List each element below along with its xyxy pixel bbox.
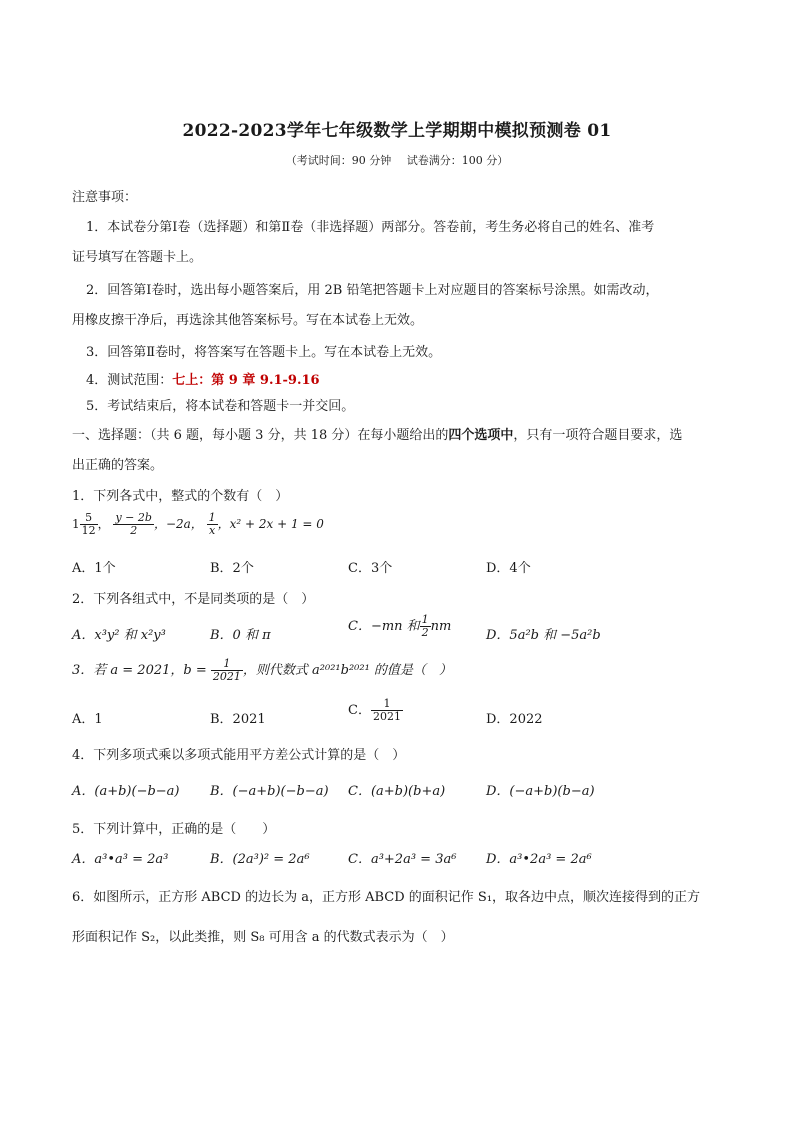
q3-c-den: 2021 bbox=[372, 710, 401, 724]
q2-c-num: 1 bbox=[421, 613, 429, 626]
notes-heading: 注意事项： bbox=[72, 190, 138, 205]
q1-f2-den: 2 bbox=[130, 524, 138, 538]
q3-den: 2021 bbox=[212, 670, 241, 684]
q4-option-c[interactable]: C．(a+b)(b+a) bbox=[348, 784, 446, 799]
note-1-line-2: 证号填写在答题卡上。 bbox=[72, 250, 203, 265]
q1-fraction-3 bbox=[207, 512, 218, 537]
q2-option-c[interactable] bbox=[348, 614, 451, 639]
q1-expr-4: ，x² + 2x + 1 = 0 bbox=[217, 517, 324, 532]
q3-stem-b: ，则代数式 a²⁰²¹b²⁰²¹ 的值是（ ） bbox=[242, 663, 452, 679]
question-1-expressions: 1 $\frac{5}{12}$ ， $\frac{y - 2b}{2}$ ，−2a， $\frac{1}{x}$ ，x² + 2x + 1 = 0 bbox=[72, 511, 324, 538]
note-5: 5．考试结束后，将本试卷和答题卡一并交回。 bbox=[86, 399, 355, 414]
section-1-line-2: 出正确的答案。 bbox=[72, 458, 164, 473]
q5-option-a[interactable]: A．a³•a³ = 2a³ bbox=[72, 852, 169, 867]
q4-option-b[interactable]: B．(−a+b)(−b−a) bbox=[210, 784, 329, 799]
q2-c-fraction bbox=[420, 614, 431, 639]
note-1-line-1: 1．本试卷分第Ⅰ卷（选择题）和第Ⅱ卷（非选择题）两部分。答卷前，考生务必将自己的姓名、准考 bbox=[86, 220, 655, 235]
q1-fraction-1 bbox=[80, 512, 98, 537]
q5-option-b[interactable]: B．(2a³)² = 2a⁶ bbox=[210, 852, 310, 867]
q5-option-d[interactable]: D．a³•2a³ = 2a⁶ bbox=[486, 852, 592, 867]
q1-f1-den: 12 bbox=[81, 524, 96, 538]
q2-c-tail: nm bbox=[430, 619, 452, 635]
q4-option-d[interactable]: D．(−a+b)(b−a) bbox=[486, 784, 595, 799]
q2-option-a[interactable]: A．x³y² 和 x²y³ bbox=[72, 628, 166, 643]
section-1-emphasis: 四个选项中 bbox=[448, 428, 514, 443]
q3-option-d[interactable]: D．2022 bbox=[486, 712, 543, 727]
q5-option-c[interactable]: C．a³+2a³ = 3a⁶ bbox=[348, 852, 457, 867]
question-6-line-2: 形面积记作 S₂，以此类推，则 S₈ 可用含 a 的代数式表示为（ ） bbox=[72, 930, 454, 945]
exam-score: 试卷满分：100 分） bbox=[406, 154, 509, 167]
section-1-heading bbox=[72, 424, 682, 443]
q1-f1-num: 5 bbox=[80, 512, 98, 525]
section-1-text-c: ，只有一项符合题目要求，选 bbox=[513, 428, 683, 443]
q3-num: 1 bbox=[211, 658, 243, 671]
note-4-prefix: 4．测试范围： bbox=[86, 373, 173, 388]
question-6-line-1: 6．如图所示，正方形 ABCD 的边长为 a，正方形 ABCD 的面积记作 S₁，取各边中点，顺次连接得到的正方 bbox=[72, 890, 701, 905]
q3-option-c[interactable] bbox=[348, 698, 403, 723]
note-2-line-2: 用橡皮擦干净后，再选涂其他答案标号。写在本试卷上无效。 bbox=[72, 313, 424, 328]
section-1-text-a: 一、选择题：（共 6 题，每小题 3 分，共 18 分）在每小题给出的 bbox=[72, 428, 449, 443]
q3-fraction bbox=[211, 658, 243, 683]
q2-c-text: C．−mn 和 bbox=[348, 619, 420, 635]
note-4 bbox=[86, 369, 320, 388]
q2-option-b[interactable]: B．0 和 π bbox=[210, 628, 271, 643]
q1-f3-num: 1 bbox=[208, 511, 216, 524]
q1-option-c[interactable]: C．3个 bbox=[348, 561, 393, 576]
question-4-stem: 4．下列多项式乘以多项式能用平方差公式计算的是（ ） bbox=[72, 748, 406, 763]
q1-mixed-whole: 1 bbox=[72, 517, 80, 532]
exam-time: （考试时间：90 分钟 bbox=[285, 154, 392, 167]
q2-c-den: 2 bbox=[421, 626, 429, 640]
q1-option-d[interactable]: D．4个 bbox=[486, 561, 531, 576]
question-3-stem bbox=[72, 658, 452, 683]
note-2-line-1: 2．回答第Ⅰ卷时，选出每小题答案后，用 2B 铅笔把答题卡上对应题目的答案标号涂黑。如需改动， bbox=[86, 283, 659, 298]
note-3: 3．回答第Ⅱ卷时，将答案写在答题卡上。写在本试卷上无效。 bbox=[86, 345, 442, 360]
q4-option-a[interactable]: A．(a+b)(−b−a) bbox=[72, 784, 180, 799]
q3-option-a[interactable]: A．1 bbox=[72, 712, 103, 727]
q3-stem-a: 3．若 a = 2021，b = bbox=[72, 663, 207, 679]
q3-c-label: C． bbox=[348, 703, 371, 719]
q3-option-b[interactable]: B．2021 bbox=[210, 712, 266, 727]
q1-fraction-2 bbox=[113, 512, 153, 537]
question-5-stem: 5．下列计算中，正确的是（ ） bbox=[72, 822, 276, 837]
question-1-stem: 1．下列各式中，整式的个数有（ ） bbox=[72, 489, 289, 504]
q1-option-a[interactable]: A．1个 bbox=[72, 561, 116, 576]
q1-expr-3: ，−2a， bbox=[153, 517, 203, 532]
exam-info bbox=[0, 152, 794, 168]
q3-c-num: 1 bbox=[371, 698, 403, 711]
q2-option-d[interactable]: D．5a²b 和 −5a²b bbox=[486, 628, 601, 643]
q1-f2-num: y − 2b bbox=[115, 511, 152, 524]
q1-f3-den: x bbox=[209, 524, 216, 538]
q1-option-b[interactable]: B．2个 bbox=[210, 561, 254, 576]
question-2-stem: 2．下列各组式中，不是同类项的是（ ） bbox=[72, 592, 315, 607]
test-range: 七上：第 9 章 9.1-9.16 bbox=[172, 373, 320, 388]
page-title: 2022-2023学年七年级数学上学期期中模拟预测卷 01 bbox=[182, 121, 612, 141]
q3-c-fraction bbox=[371, 698, 403, 723]
